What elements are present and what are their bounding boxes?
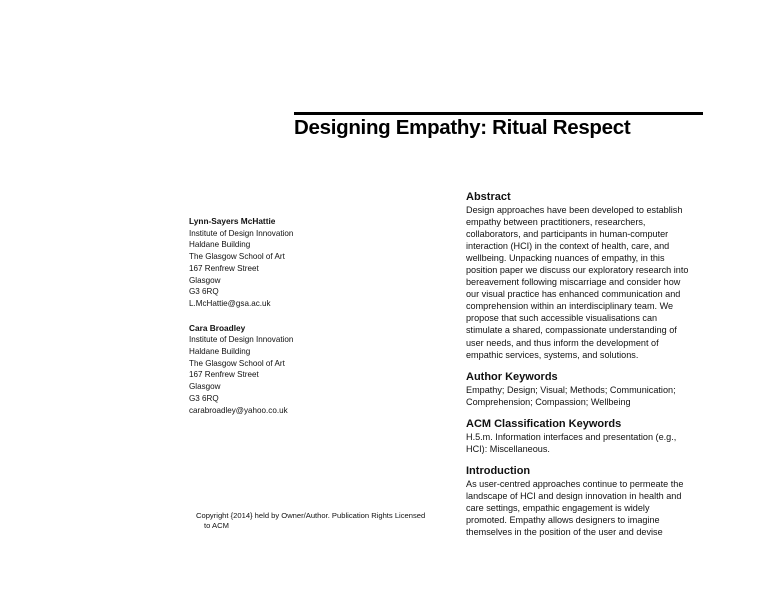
text-line: comprehension within an interdisciplinary team. We: [466, 301, 674, 312]
title-rule: [294, 112, 703, 115]
author-name: Lynn-Sayers McHattie: [189, 216, 276, 226]
text-line: collaborators, and participants in human-computer: [466, 229, 669, 240]
text-line: HCI): Miscellaneous.: [466, 443, 550, 454]
section-heading: Introduction: [466, 464, 531, 477]
copyright-notice: [196, 511, 446, 530]
author-street: 167 Renfrew Street: [189, 263, 259, 273]
author-city: Glasgow: [189, 382, 221, 392]
author-street: 167 Renfrew Street: [189, 370, 259, 380]
text-line: Design approaches have been developed to establish: [466, 205, 683, 215]
text-line: promoted. Empathy allows designers to imagine: [466, 514, 660, 525]
text-line: empathic services, systems, and solutions.: [466, 349, 639, 360]
author-1: [189, 216, 439, 310]
author-email: carabroadley@yahoo.co.uk: [189, 405, 288, 415]
author-school: The Glasgow School of Art: [189, 252, 285, 262]
author-name: Cara Broadley: [189, 322, 246, 333]
section-acm-keywords: [466, 417, 716, 455]
text-line: empathy between practitioners, researchers,: [466, 217, 646, 228]
section-body: [466, 384, 716, 408]
section-heading: Author Keywords: [466, 370, 558, 383]
author-postcode: G3 6RQ: [189, 287, 219, 297]
author-2: [189, 323, 439, 417]
author-postcode: G3 6RQ: [189, 393, 219, 403]
section-introduction: [466, 464, 716, 538]
text-line: care settings, empathic engagement is widely: [466, 502, 650, 513]
author-building: Haldane Building: [189, 347, 251, 357]
text-line: wellbeing. Unpacking nuances of empathy, in this: [466, 253, 665, 264]
author-school: The Glasgow School of Art: [189, 358, 285, 368]
author-affiliation: Institute of Design Innovation: [189, 335, 294, 345]
author-affiliation: Institute of Design Innovation: [189, 228, 294, 238]
text-line: landscape of HCI and design innovation in health and: [466, 490, 682, 501]
text-line: interaction (HCI) in the context of health, care, and: [466, 241, 670, 252]
author-block: [189, 216, 439, 429]
author-email: L.McHattie@gsa.ac.uk: [189, 298, 271, 308]
section-author-keywords: [466, 370, 716, 408]
text-line: position paper we discuss our exploratory research into: [466, 265, 689, 276]
section-heading: ACM Classification Keywords: [466, 417, 622, 430]
section-heading: Abstract: [466, 191, 511, 203]
text-line: As user-centred approaches continue to permeate the: [466, 478, 684, 489]
text-line: our visual practice has enhanced communication and: [466, 289, 681, 300]
author-city: Glasgow: [189, 275, 221, 285]
text-line: bereavement following miscarriage and consider how: [466, 277, 681, 288]
text-line: user needs, and thus inform the development of: [466, 337, 659, 348]
paper-title: Designing Empathy: Ritual Respect: [294, 116, 631, 139]
text-line: propose that such accessible visualisations can: [466, 313, 658, 324]
section-body: [466, 431, 716, 455]
author-building: Haldane Building: [189, 240, 251, 250]
text-line: Comprehension; Compassion; Wellbeing: [466, 396, 631, 407]
section-body: [466, 204, 716, 361]
copyright-line: to ACM: [204, 520, 229, 530]
copyright-line: Copyright {2014} held by Owner/Author. Publication Rights Licensed: [196, 511, 426, 520]
text-line: stimulate a shared, compassionate understanding of: [466, 325, 677, 336]
section-abstract: [466, 190, 716, 361]
text-line: themselves in the position of the user and devise: [466, 526, 663, 537]
right-column: [466, 190, 716, 547]
text-line: H.5.m. Information interfaces and presentation (e.g.,: [466, 431, 677, 442]
text-line: Empathy; Design; Visual; Methods; Communication;: [466, 384, 676, 395]
section-body: [466, 478, 716, 538]
